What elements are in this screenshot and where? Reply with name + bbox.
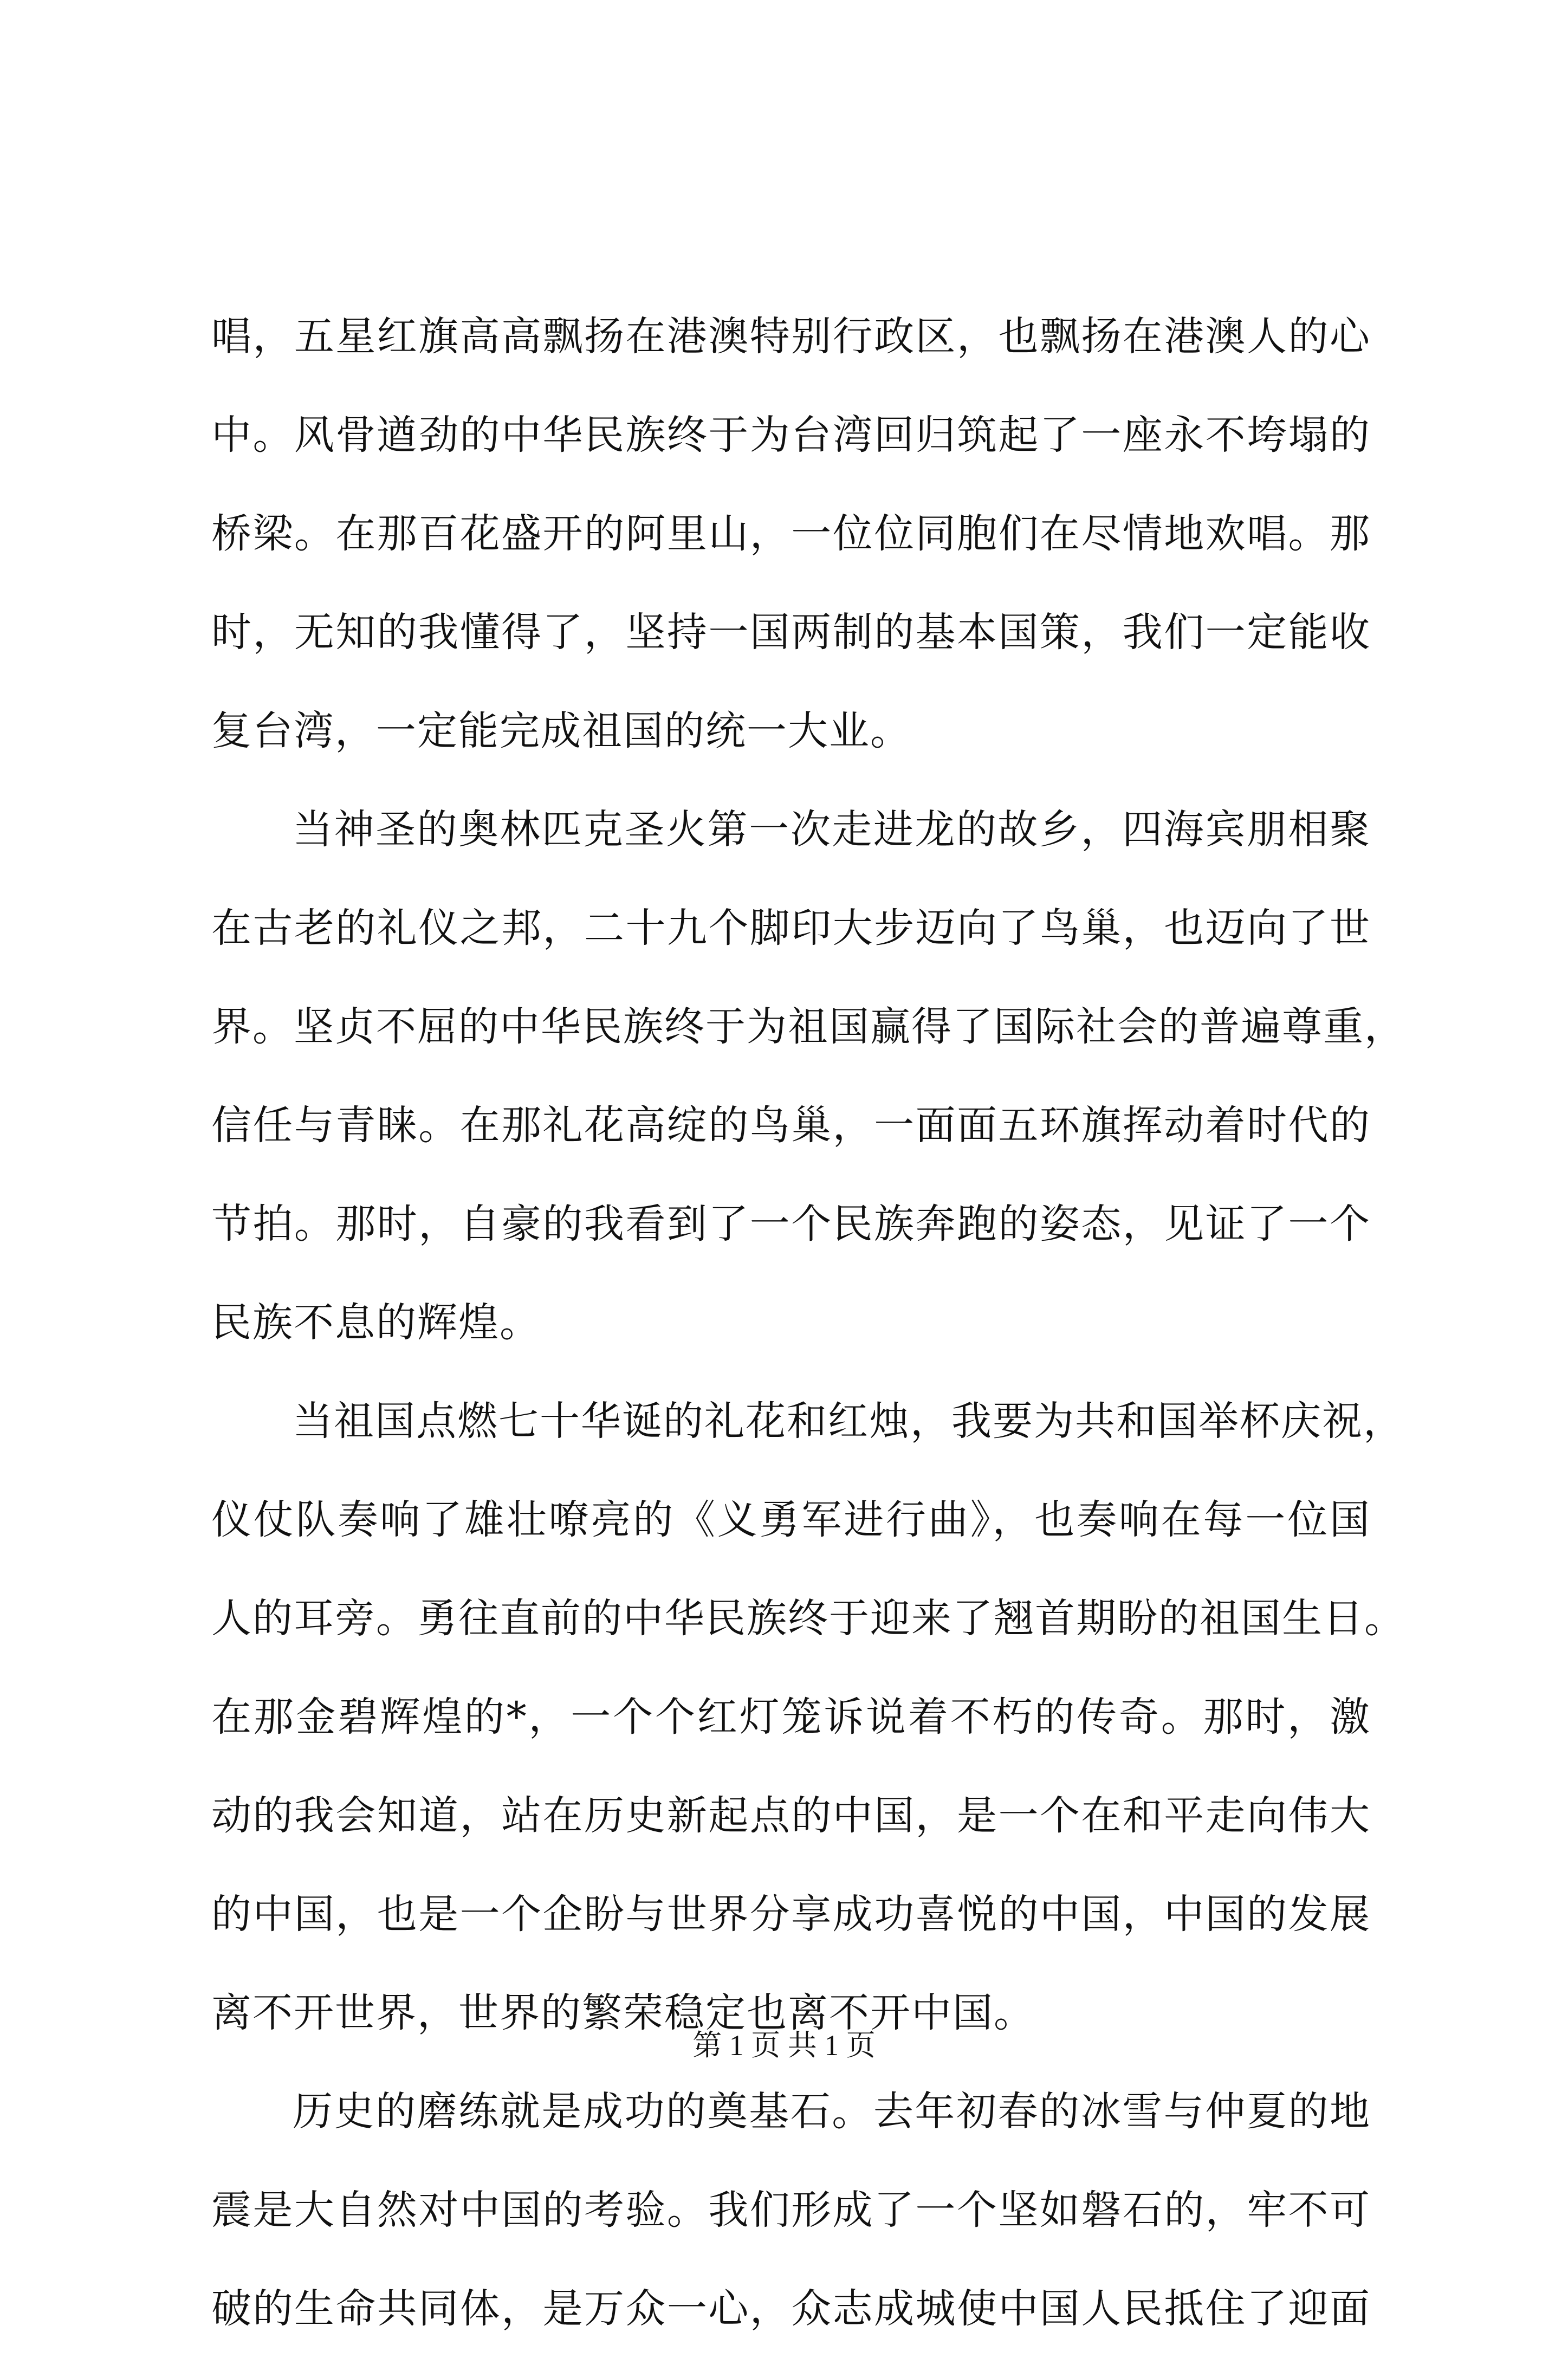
text-line-9: 信任与青睐。在那礼花高绽的鸟巢，一面面五环旗挥动着时代的 [211,1102,1371,1149]
page-footer: 第 1 页 共 1 页 [692,2029,876,2062]
text-line-2: 中。风骨遒劲的中华民族终于为台湾回归筑起了一座永不垮塌的 [211,412,1371,458]
text-line-12: 当祖国点燃七十华诞的礼花和红烛，我要为共和国举杯庆祝， [293,1398,1404,1444]
text-line-16: 动的我会知道，站在历史新起点的中国，是一个在和平走向伟大 [211,1792,1371,1839]
text-line-1: 唱，五星红旗高高飘扬在港澳特别行政区，也飘扬在港澳人的心 [211,313,1371,360]
text-line-17: 的中国，也是一个企盼与世界分享成功喜悦的中国，中国的发展 [211,1891,1371,1938]
text-line-8: 界。坚贞不屈的中华民族终于为祖国赢得了国际社会的普遍尊重， [211,1003,1405,1050]
text-line-4: 时，无知的我懂得了，坚持一国两制的基本国策，我们一定能收 [211,609,1371,656]
text-line-3: 桥梁。在那百花盛开的阿里山，一位位同胞们在尽情地欢唱。那 [211,510,1371,557]
text-line-6: 当神圣的奥林匹克圣火第一次走进龙的故乡，四海宾朋相聚 [293,806,1371,853]
text-line-14: 人的耳旁。勇往直前的中华民族终于迎来了翘首期盼的祖国生日。 [211,1595,1405,1642]
text-line-15: 在那金碧辉煌的*，一个个红灯笼诉说着不朽的传奇。那时，激 [211,1694,1371,1740]
text-line-19: 历史的磨练就是成功的奠基石。去年初春的冰雪与仲夏的地 [293,2088,1371,2135]
text-line-18: 离不开世界，世界的繁荣稳定也离不开中国。 [211,1990,1035,2036]
text-line-5: 复台湾，一定能完成祖国的统一大业。 [211,708,911,754]
text-line-10: 节拍。那时，自豪的我看到了一个民族奔跑的姿态，见证了一个 [211,1201,1371,1247]
text-line-20: 震是大自然对中国的考验。我们形成了一个坚如磐石的，牢不可 [211,2187,1371,2233]
text-line-11: 民族不息的辉煌。 [211,1299,541,1346]
text-line-21: 破的生命共同体，是万众一心，众志成城使中国人民抵住了迎面 [211,2285,1371,2332]
text-line-7: 在古老的礼仪之邦，二十九个脚印大步迈向了鸟巢，也迈向了世 [211,905,1371,951]
text-line-13: 仪仗队奏响了雄壮嘹亮的《义勇军进行曲》，也奏响在每一位国 [211,1497,1371,1543]
